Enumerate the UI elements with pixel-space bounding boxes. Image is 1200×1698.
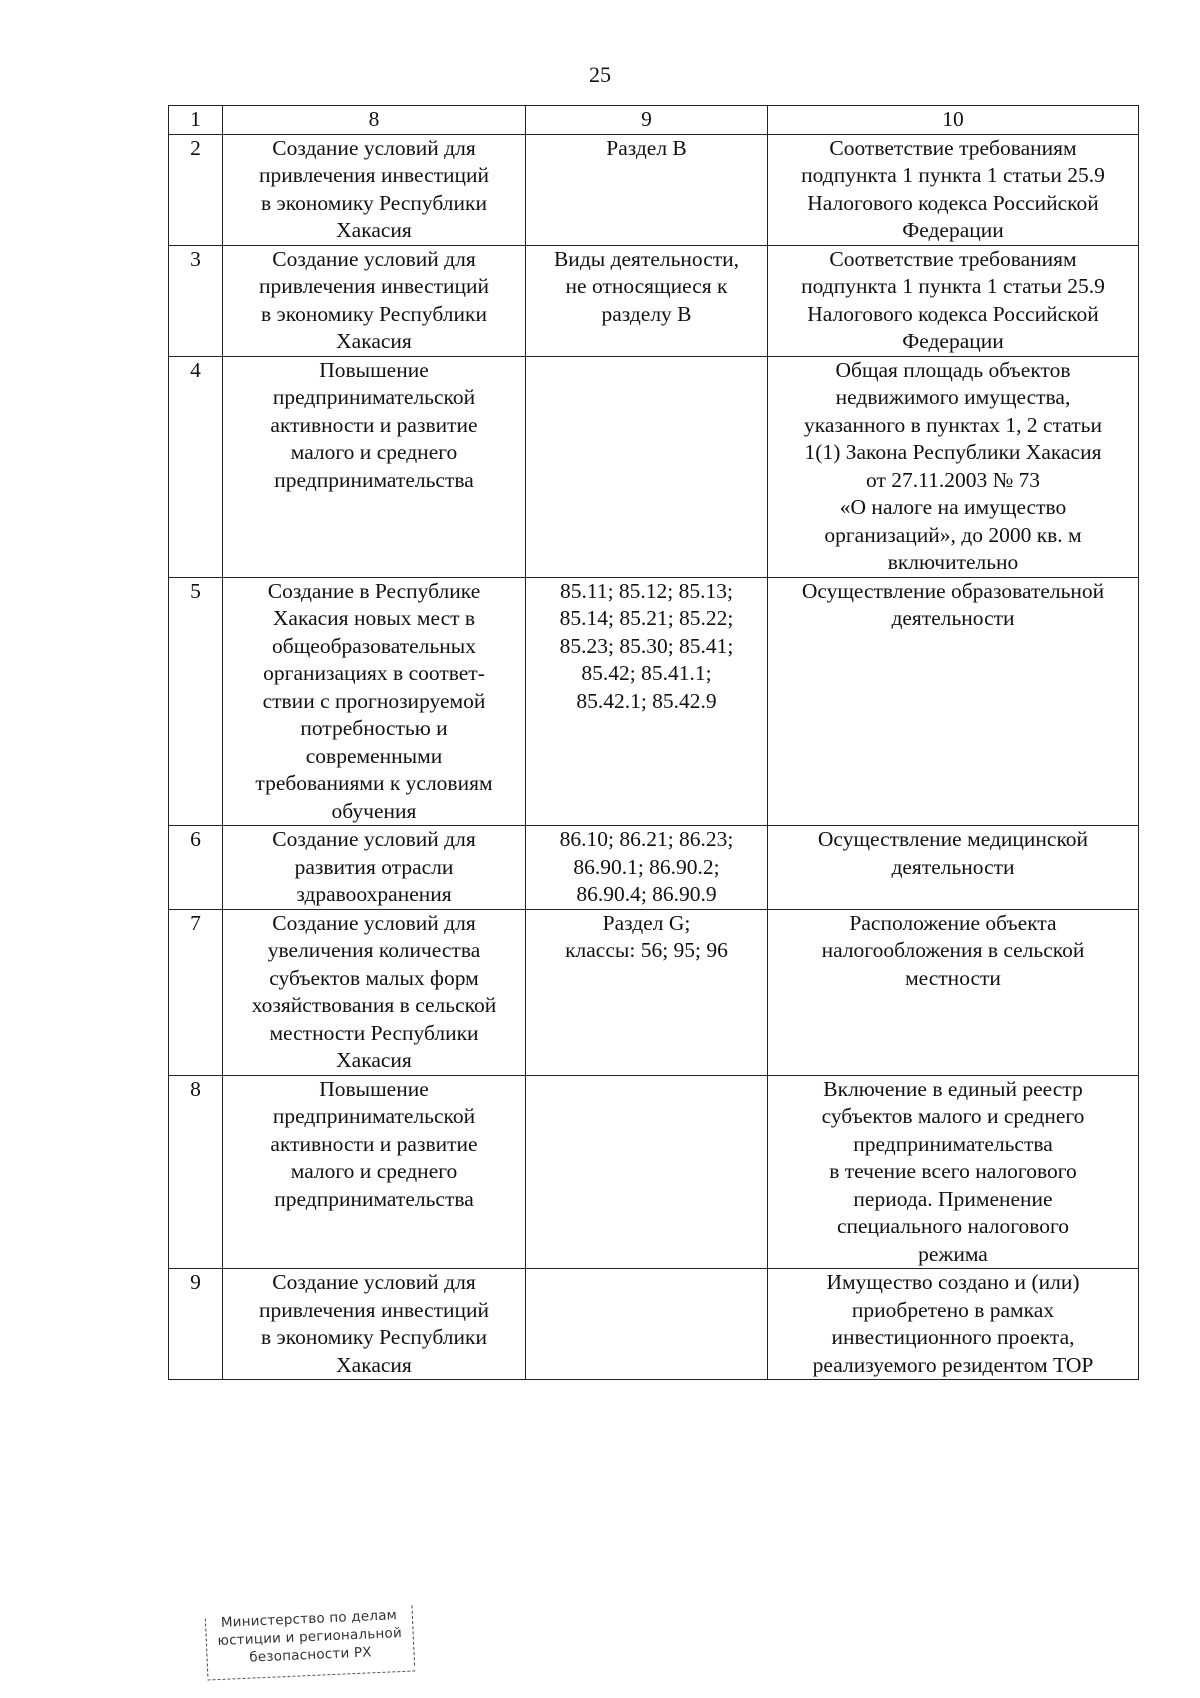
goal-cell: Создание в Республике Хакасия новых мест в общеобразовательных организациях в соответ- ствии с прогнозируемой потребностью и современными требованиями к условиям обучения [223, 577, 526, 826]
row-number: 8 [169, 1075, 223, 1269]
table-row [169, 1269, 1139, 1380]
row-number: 3 [169, 245, 223, 356]
condition-cell: Соответствие требованиям подпункта 1 пункта 1 статьи 25.9 Налогового кодекса Российской Федерации [768, 245, 1139, 356]
stamp-line: безопасности РХ [249, 1644, 373, 1666]
goal-cell: Создание условий для развития отрасли здравоохранения [223, 826, 526, 910]
row-number: 2 [169, 134, 223, 245]
codes-cell [526, 1075, 768, 1269]
goal-cell: Создание условий для увеличения количества субъектов малых форм хозяйствования в сельской местности Республики Хакасия [223, 909, 526, 1075]
header-cell-9: 9 [526, 106, 768, 135]
table-row [169, 134, 1139, 245]
goal-cell: Повышение предпринимательской активности и развитие малого и среднего предпринимательства [223, 356, 526, 577]
row-number: 9 [169, 1269, 223, 1380]
table-header-row [169, 106, 1139, 135]
goal-cell: Создание условий для привлечения инвестиций в экономику Республики Хакасия [223, 134, 526, 245]
document-table [168, 105, 1139, 1380]
condition-cell: Расположение объекта налогообложения в сельской местности [768, 909, 1139, 1075]
codes-cell [526, 356, 768, 577]
stamp-border-bottom [207, 1670, 415, 1680]
codes-cell [526, 1269, 768, 1380]
table-row [169, 909, 1139, 1075]
registration-stamp [205, 1605, 416, 1680]
header-cell-10: 10 [768, 106, 1139, 135]
condition-cell: Осуществление образовательной деятельности [768, 577, 1139, 826]
page-number: 25 [589, 62, 611, 87]
goal-cell: Создание условий для привлечения инвестиций в экономику Республики Хакасия [223, 245, 526, 356]
row-number: 5 [169, 577, 223, 826]
stamp-line: юстиции и региональной [217, 1624, 403, 1650]
table-row [169, 577, 1139, 826]
header-cell-1: 1 [169, 106, 223, 135]
stamp-line: Министерство по делам [220, 1607, 398, 1631]
condition-cell: Общая площадь объектов недвижимого имущества, указанного в пунктах 1, 2 статьи 1(1) Закона Республики Хакасия от 27.11.2003 № 73 «О налоге на имущество организаций», до 2000 кв. м включительно [768, 356, 1139, 577]
codes-cell: Раздел G; классы: 56; 95; 96 [526, 909, 768, 1075]
codes-cell: 86.10; 86.21; 86.23; 86.90.1; 86.90.2; 86.90.4; 86.90.9 [526, 826, 768, 910]
table-row [169, 356, 1139, 577]
row-number: 4 [169, 356, 223, 577]
table-row [169, 245, 1139, 356]
row-number: 6 [169, 826, 223, 910]
condition-cell: Соответствие требованиям подпункта 1 пункта 1 статьи 25.9 Налогового кодекса Российской Федерации [768, 134, 1139, 245]
codes-cell: Раздел В [526, 134, 768, 245]
condition-cell: Имущество создано и (или) приобретено в рамках инвестиционного проекта, реализуемого резидентом ТОР [768, 1269, 1139, 1380]
row-number: 7 [169, 909, 223, 1075]
condition-cell: Включение в единый реестр субъектов малого и среднего предпринимательства в течение всего налогового периода. Применение специального налогового режима [768, 1075, 1139, 1269]
table-row [169, 1075, 1139, 1269]
table-row [169, 826, 1139, 910]
header-cell-8: 8 [223, 106, 526, 135]
goal-cell: Повышение предпринимательской активности и развитие малого и среднего предпринимательства [223, 1075, 526, 1269]
codes-cell: Виды деятельности, не относящиеся к разделу В [526, 245, 768, 356]
condition-cell: Осуществление медицинской деятельности [768, 826, 1139, 910]
goal-cell: Создание условий для привлечения инвестиций в экономику Республики Хакасия [223, 1269, 526, 1380]
codes-cell: 85.11; 85.12; 85.13; 85.14; 85.21; 85.22; 85.23; 85.30; 85.41; 85.42; 85.41.1; 85.42.1; 85.42.9 [526, 577, 768, 826]
